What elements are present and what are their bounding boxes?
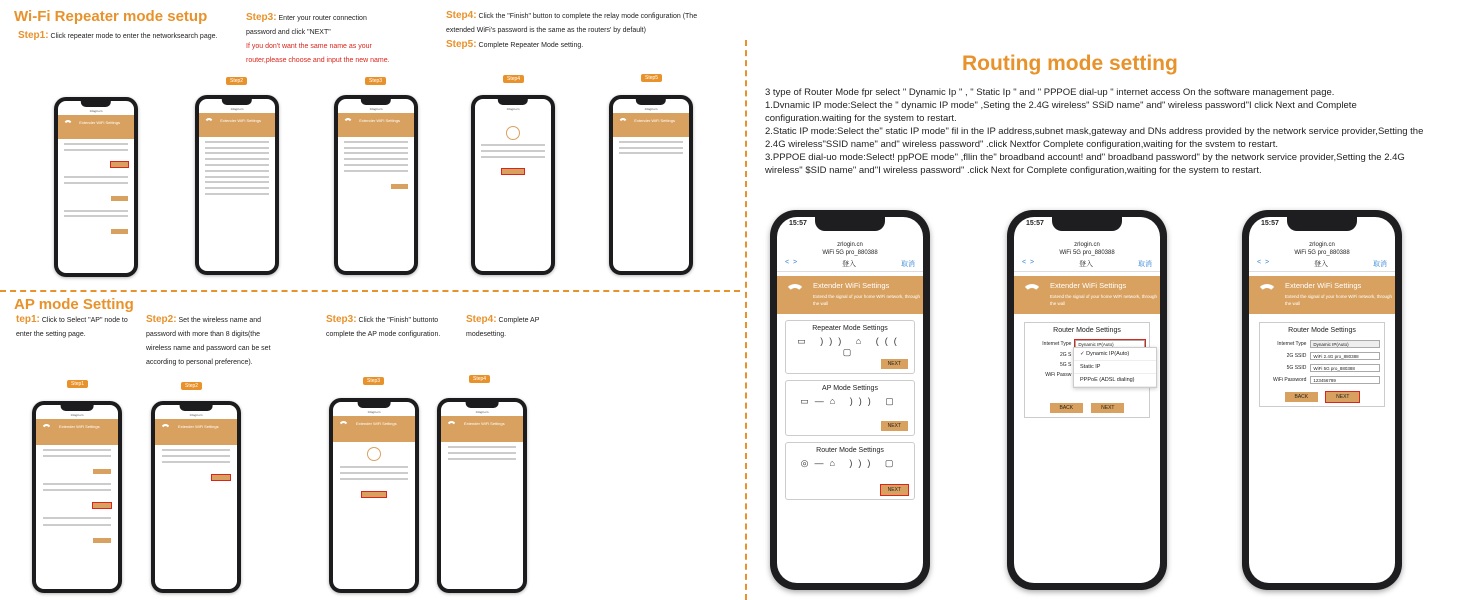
- next-button[interactable]: NEXT: [1326, 392, 1359, 402]
- pwd-label: WiFi Password: [1273, 377, 1307, 383]
- pwd-input[interactable]: 123456789: [1310, 376, 1380, 384]
- routing-phone-1: [770, 210, 930, 590]
- repeater-card-title: Repeater Mode Settings: [812, 325, 888, 332]
- ssid-line: WiFi 5G pro_880388: [1294, 250, 1350, 256]
- ap-card: [785, 380, 915, 436]
- nav-cancel-button[interactable]: 取消: [1137, 261, 1152, 268]
- routing-phone-2: [1007, 210, 1167, 590]
- header-subtitle: Extend the signal of your home WiFi network, through the wall: [1050, 294, 1158, 306]
- nav-title: 登入: [1079, 261, 1094, 268]
- back-button[interactable]: BACK: [1285, 392, 1319, 402]
- nav-cancel-button[interactable]: 取消: [1372, 261, 1387, 268]
- internet-type-menu: [1073, 347, 1157, 388]
- url-text: zrlogin.cn: [1309, 242, 1335, 248]
- repeater-step1: Step1: Click repeater mode to enter the networksearch page.: [18, 30, 218, 41]
- internet-type-label: Internet Type: [1277, 341, 1307, 347]
- routing-para-3: 3.PPPOE dial-uo mode:Select! ppPOE mode" ,fllin the" broadband account! and" broadband password" by the network service provider,Setting the 2.4G wireless" $SID name" and"I wireless password" .click Next for Complete configuration,waiting for the system to restart.: [765, 152, 1405, 176]
- pwd-label: WiFi Passw: [1045, 372, 1072, 378]
- header-title: Extender WiFi Settings: [1285, 281, 1362, 290]
- ssid24-label: 2G S: [1059, 352, 1072, 358]
- routing-para-1: 1.Dvnamic IP mode:Select the " dynamic IP mode" ,Seting the 2.4G wireless" SSiD name" and" wireless password"I click Next and Complete configuration.waiting for the system to restart.: [765, 100, 1357, 124]
- ssid24-label: 2G SSID: [1286, 353, 1307, 359]
- ssid-line: WiFi 5G pro_880388: [822, 250, 878, 256]
- nav-back-button[interactable]: <: [1257, 259, 1262, 266]
- repeater-step3: Step3: Enter your router connection password and click "NEXT" If you don't want the same name as your router,please choose and input the new name.: [246, 12, 390, 64]
- internet-type-select[interactable]: Dynamic IP(Auto): [1075, 340, 1145, 348]
- routing-para-2: 2.Static IP mode:Select the" static IP mode" fil in the IP address,subnet mask,gateway and DNs address provided by the network service provider,Setting the 2.4G wireless"SSID name" and" wireless password" .click Nextfor Complete configuration,waiting for the svstem to restart.: [765, 126, 1424, 150]
- router-icons: ◎—⌂ ))) ▢: [800, 458, 900, 468]
- routing-body: [765, 86, 1445, 177]
- header-title: Extender WiFi Settings: [813, 281, 890, 290]
- url-text: zrlogin.cn: [837, 242, 863, 248]
- menu-option-dynamic[interactable]: ✓ Dynamic IP(Auto): [1074, 348, 1156, 361]
- routing-para-0: 3 type of Router Mode fpr select " Dynamic Ip " , " Static Ip " and " PPPOE dial-up " internet access On the software management page.: [765, 87, 1335, 98]
- repeater-phone-4: zrlogin.cn: [471, 95, 555, 275]
- nav-back-button[interactable]: <: [785, 259, 790, 266]
- ap-step1: tep1: Click to Select "AP" node to enter the setting page.: [16, 314, 128, 338]
- router-form-title: Router Mode Settings: [1288, 327, 1356, 334]
- nav-title: 登入: [842, 261, 857, 268]
- wifi-icon: [1257, 284, 1277, 304]
- wifi-icon: [1022, 284, 1042, 304]
- ap-step4: Step4: Complete AP modesetting.: [466, 314, 540, 338]
- badge-step4: Step4: [503, 75, 524, 83]
- routing-title: Routing mode setting: [962, 52, 1178, 75]
- menu-option-pppoe[interactable]: PPPoE (ADSL dialing): [1074, 374, 1156, 387]
- badge-step3: Step3: [365, 77, 386, 85]
- ap-phone-3: zrlogin.cn Extender WiFi Settings: [329, 398, 419, 593]
- ssid-line: WiFi 5G pro_880388: [1059, 250, 1115, 256]
- repeater-phone-1: zrlogin.cn Extender WiFi Settings: [54, 97, 138, 277]
- status-time: 15:57: [1261, 220, 1279, 227]
- url-text: zrlogin.cn: [1074, 242, 1100, 248]
- nav-back-button[interactable]: <: [1022, 259, 1027, 266]
- horizontal-divider: [0, 290, 740, 292]
- repeater-step5: Step5: Complete Repeater Mode setting.: [446, 39, 584, 50]
- repeater-title: Wi-Fi Repeater mode setup: [14, 8, 208, 25]
- ssid5-label: 5G S: [1059, 362, 1072, 368]
- router-card: [785, 442, 915, 500]
- router-form-title: Router Mode Settings: [1053, 327, 1121, 334]
- nav-cancel-button[interactable]: 取消: [900, 261, 915, 268]
- header-subtitle: Extend the signal of your home WiFi network, through the wall: [813, 294, 921, 306]
- ap-badge-step3: Step3: [363, 377, 384, 385]
- ap-badge-step4: Step4: [469, 375, 490, 383]
- wifi-icon: [785, 284, 805, 304]
- router-card-title: Router Mode Settings: [816, 447, 884, 454]
- ssid5-input[interactable]: WiFi 5G pro_880388: [1310, 364, 1380, 372]
- repeater-next-button[interactable]: NEXT: [881, 359, 908, 369]
- ap-phone-4: zrlogin.cn Extender WiFi Settings: [437, 398, 527, 593]
- repeater-phone-3: zrlogin.cn Extender WiFi Settings: [334, 95, 418, 275]
- back-button[interactable]: BACK: [1050, 403, 1084, 413]
- ap-badge-step2: Step2: [181, 382, 202, 390]
- ap-badge-step1: Step1: [67, 380, 88, 388]
- badge-step2: Step2: [226, 77, 247, 85]
- status-time: 15:57: [1026, 220, 1044, 227]
- repeater-card: [785, 320, 915, 374]
- header-title: Extender WiFi Settings: [1050, 281, 1127, 290]
- ap-step3: Step3: Click the "Finish" buttonto complete the AP mode configuration.: [326, 314, 441, 338]
- router-next-button[interactable]: NEXT: [881, 485, 908, 495]
- ap-phone-1: zrlogin.cn Extender WiFi Settings: [32, 401, 122, 593]
- menu-option-static[interactable]: Static IP: [1074, 361, 1156, 374]
- ap-title: AP mode Setting: [14, 296, 134, 313]
- router-form: [1024, 322, 1150, 418]
- nav-forward-button[interactable]: >: [792, 259, 798, 266]
- internet-type-select[interactable]: Dynamic IP(Auto): [1310, 340, 1380, 348]
- badge-step5: Step5: [641, 74, 662, 82]
- ap-card-title: AP Mode Settings: [822, 385, 878, 392]
- router-form: [1259, 322, 1385, 407]
- header-subtitle: Extend the signal of your home WiFi network, through the wall: [1285, 294, 1393, 306]
- internet-type-label: Internet Type: [1042, 341, 1072, 347]
- repeater-icons: ▭ ))) ⌂ ((( ▢: [797, 336, 903, 357]
- ap-phone-2: zrlogin.cn Extender WiFi Settings: [151, 401, 241, 593]
- ssid24-input[interactable]: WiFi 2.4G pro_880388: [1310, 352, 1380, 360]
- repeater-step4: Step4: Click the "Finish" button to complete the relay mode configuration (The extended WiFi's password is the same as the routers' by default): [446, 10, 698, 34]
- ap-next-button[interactable]: NEXT: [881, 421, 908, 431]
- next-button[interactable]: NEXT: [1091, 403, 1124, 413]
- nav-forward-button[interactable]: >: [1029, 259, 1035, 266]
- ap-icons: ▭—⌂ ))) ▢: [800, 396, 900, 406]
- vertical-divider: [745, 40, 747, 600]
- ssid5-label: 5G SSID: [1286, 365, 1307, 371]
- status-time: 15:57: [789, 220, 807, 227]
- ap-step2: Step2: Set the wireless name and password with more than 8 digits(the wireless name and password can be set according to personal preference).: [146, 314, 271, 366]
- nav-title: 登入: [1314, 261, 1329, 268]
- routing-phone-3: [1242, 210, 1402, 590]
- repeater-phone-2: zrlogin.cn Extender WiFi Settings: [195, 95, 279, 275]
- repeater-phone-5: zrlogin.cn Extender WiFi Settings: [609, 95, 693, 275]
- nav-forward-button[interactable]: >: [1264, 259, 1270, 266]
